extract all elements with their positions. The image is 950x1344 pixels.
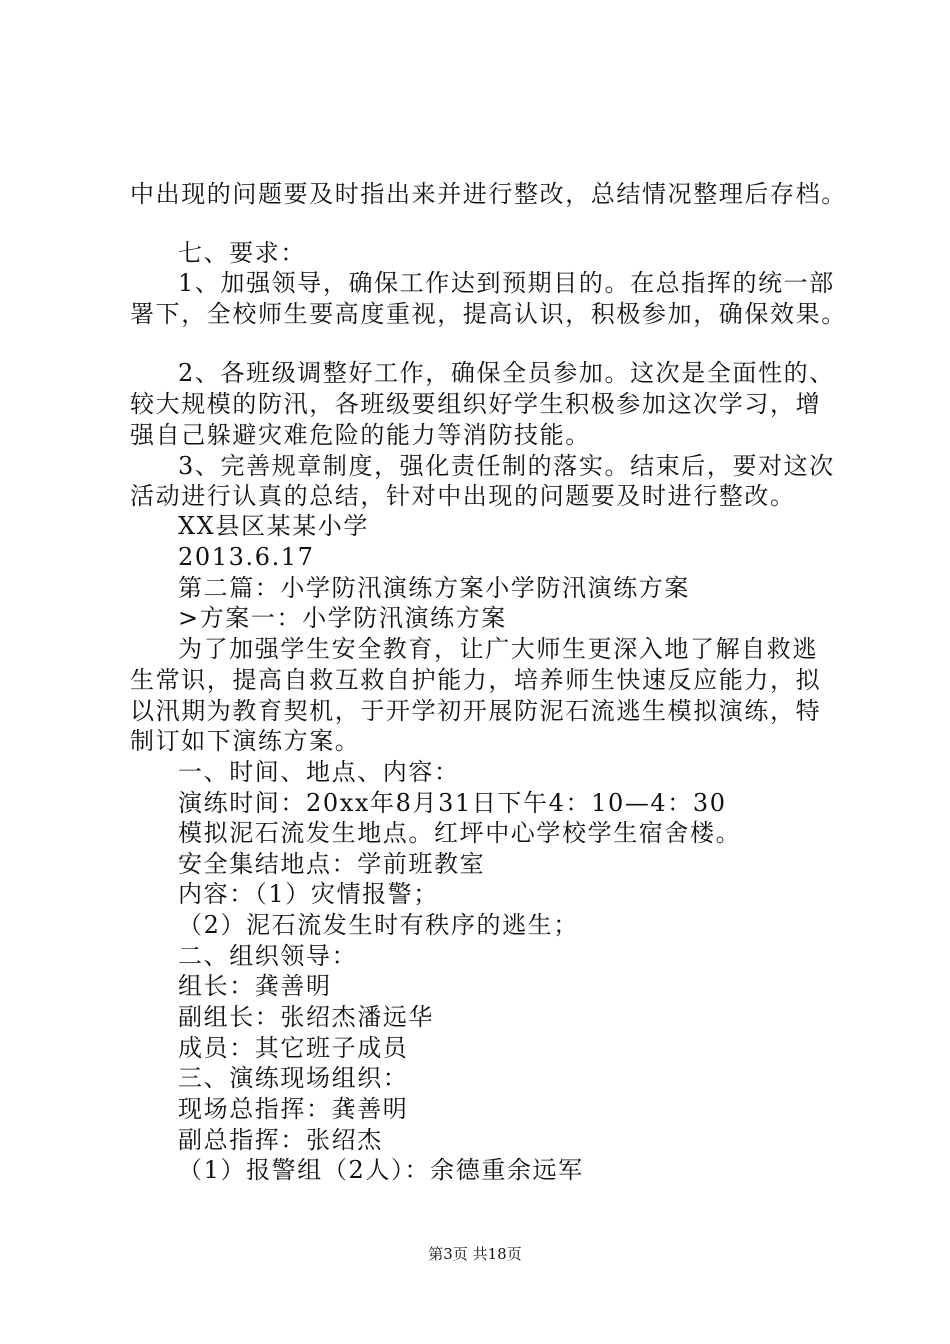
content-item-2: （2）泥石流发生时有秩序的逃生； bbox=[178, 911, 579, 939]
text-line-7: 强自己躲避灾难危险的能力等消防技能。 bbox=[130, 421, 591, 449]
section-heading-leadership: 二、组织领导： bbox=[178, 942, 358, 970]
group-members: 成员：其它班子成员 bbox=[178, 1034, 409, 1062]
text-line-17: 制订如下演练方案。 bbox=[130, 727, 361, 755]
text-line-4: 署下，全校师生要高度重视，提高认识，积极参加，确保效果。 bbox=[130, 300, 847, 328]
group-leader: 组长：龚善明 bbox=[178, 972, 332, 1000]
chief-commander: 现场总指挥：龚善明 bbox=[178, 1095, 409, 1123]
content-item-1: 内容：（1）灾情报警； bbox=[178, 880, 439, 908]
text-line-5: 2、各班级调整好工作，确保全员参加。这次是全面性的、 bbox=[178, 359, 835, 387]
plan-title: >方案一：小学防汛演练方案 bbox=[178, 604, 507, 632]
section-heading-site-organization: 三、演练现场组织： bbox=[178, 1064, 409, 1092]
text-line-9: 活动进行认真的总结，针对中出现的问题要及时进行整改。 bbox=[130, 482, 796, 510]
text-line-1: 中出现的问题要及时指出来并进行整改，总结情况整理后存档。 bbox=[130, 180, 847, 208]
deputy-group-leader: 副组长：张绍杰潘远华 bbox=[178, 1003, 434, 1031]
page-number-footer: 第3页 共18页 bbox=[428, 1245, 522, 1263]
deputy-commander: 副总指挥：张绍杰 bbox=[178, 1126, 383, 1154]
text-line-8: 3、完善规章制度，强化责任制的落实。结束后，要对这次 bbox=[178, 452, 835, 480]
drill-time: 演练时间：20xx年8月31日下午4：10—4：30 bbox=[178, 789, 727, 817]
section-heading-requirements: 七、要求： bbox=[178, 239, 306, 267]
section-heading-time-place: 一、时间、地点、内容： bbox=[178, 758, 460, 786]
assembly-point: 安全集结地点：学前班教室 bbox=[178, 850, 486, 878]
text-line-3: 1、加强领导，确保工作达到预期目的。在总指挥的统一部 bbox=[178, 269, 835, 297]
chapter-title: 第二篇：小学防汛演练方案小学防汛演练方案 bbox=[178, 574, 690, 602]
document-date: 2013.6.17 bbox=[178, 543, 315, 571]
alarm-group: （1）报警组（2人）：余德重余远军 bbox=[178, 1156, 584, 1184]
drill-location: 模拟泥石流发生地点。红坪中心学校学生宿舍楼。 bbox=[178, 819, 742, 847]
school-name: XX县区某某小学 bbox=[178, 512, 369, 540]
text-line-14: 为了加强学生安全教育，让广大师生更深入地了解自救逃 bbox=[178, 635, 818, 663]
text-line-16: 以汛期为教育契机，于开学初开展防泥石流逃生模拟演练，特 bbox=[130, 697, 822, 725]
text-line-6: 较大规模的防汛，各班级要组织好学生积极参加这次学习，增 bbox=[130, 390, 822, 418]
text-line-15: 生常识，提高自救互救自护能力，培养师生快速反应能力，拟 bbox=[130, 666, 822, 694]
